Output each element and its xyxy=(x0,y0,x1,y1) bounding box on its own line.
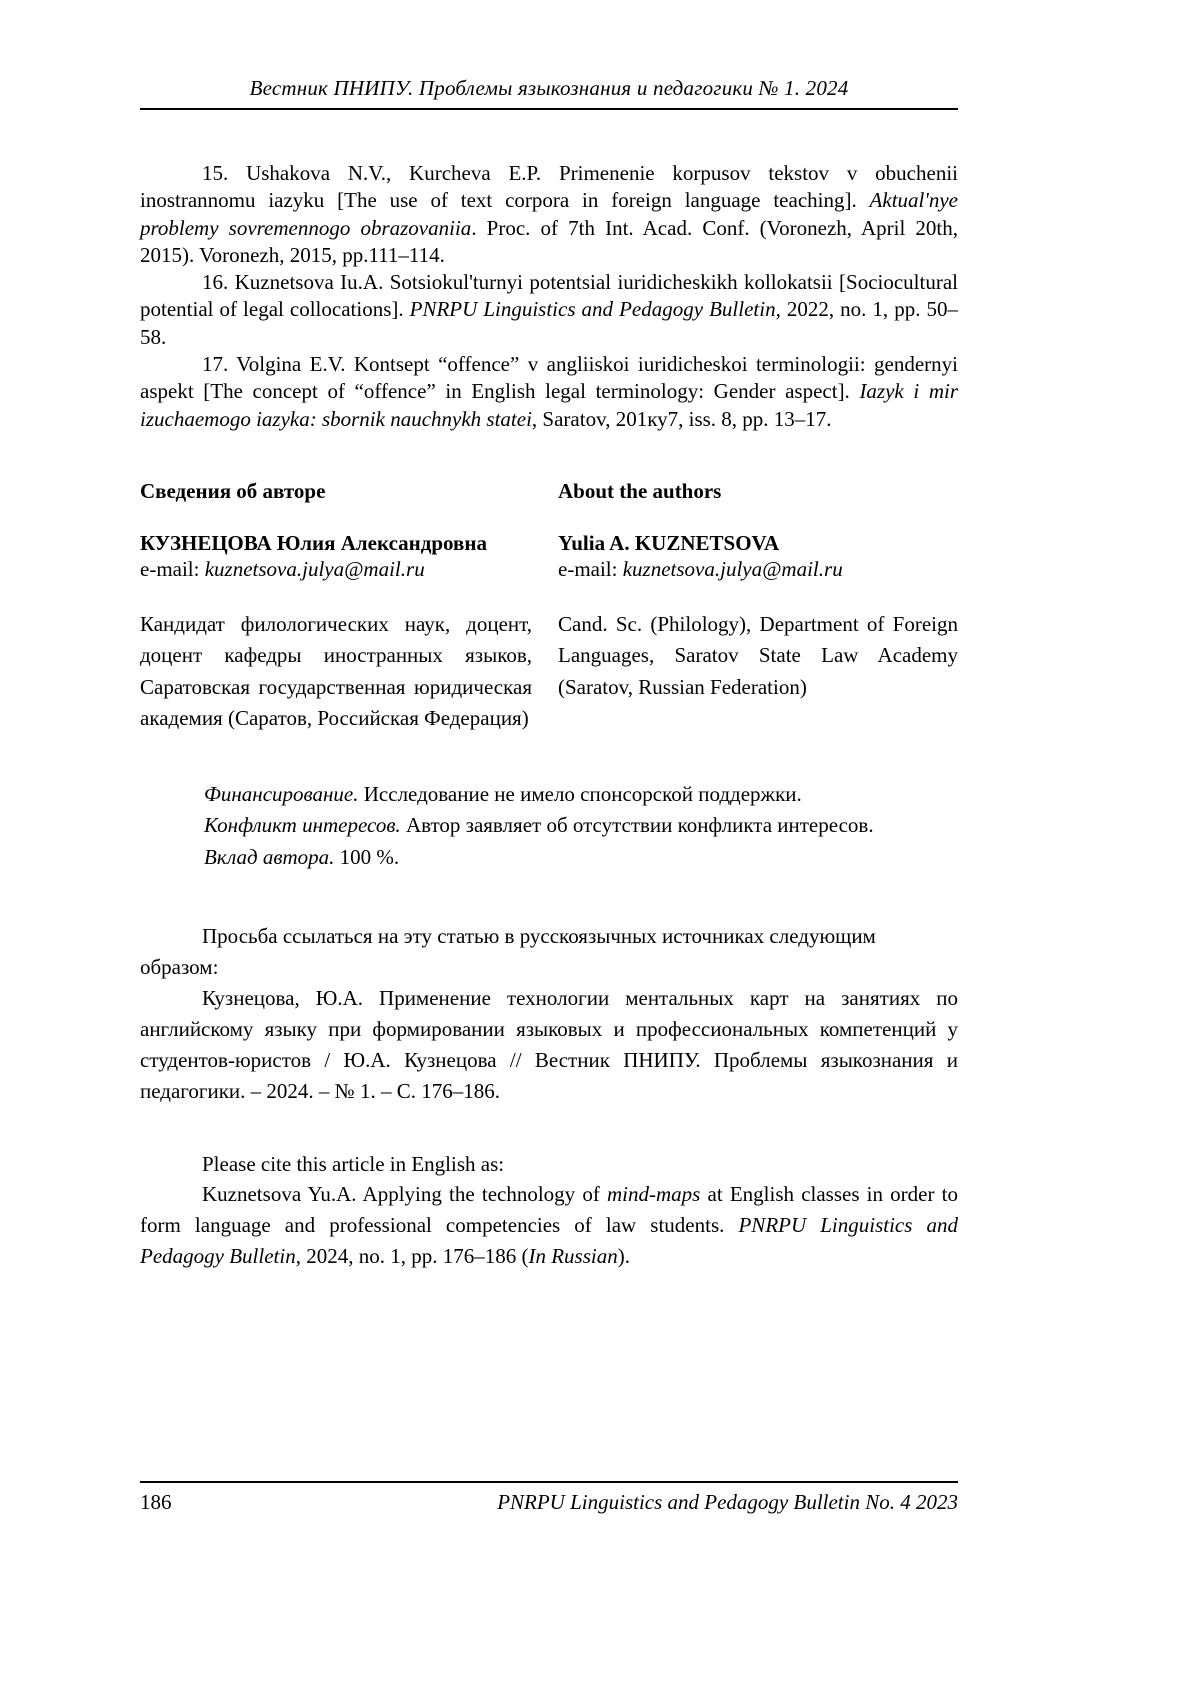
authors-section xyxy=(140,479,958,735)
reference-item-15: 15. Ushakova N.V., Kurcheva E.P. Primenenie korpusov tekstov v obuchenii inostrannomu iazyku [The use of text corpora in foreign language teaching]. Aktual'nye problemy sovremennogo obrazovaniia. Proc. of 7th Int. Acad. Conf. (Voronezh, April 20th, 2015). Voronezh, 2015, pp.111–114. xyxy=(140,161,959,267)
author-email-ru xyxy=(140,557,532,582)
reference-item-17: 17. Volgina E.V. Kontsept “offence” v angliiskoi iuridicheskoi terminologii: gendernyi aspekt [The concept of “offence” in English legal terminology: Gender aspect]. Iazyk i mir izuchaemogo iazyka: sbornik nauchnykh statei, Saratov, 201ку7, iss. 8, pp. 13–17. xyxy=(140,352,958,431)
page-footer xyxy=(140,1481,958,1515)
author-name-en: Yulia A. KUZNETSOVA xyxy=(558,530,780,555)
reference-item-16: 16. Kuznetsova Iu.A. Sotsiokul'turnyi potentsial iuridicheskikh kollokatsii [Sociocultural potential of legal collocations]. PNRPU Linguistics and Pedagogy Bulletin, 2022, no. 1, pp. 50–58. xyxy=(140,270,959,349)
citation-en-section xyxy=(140,1149,958,1272)
citation-ru-text: Кузнецова, Ю.А. Применение технологии ментальных карт на занятиях по английскому языку при формировании языковых и профессиональных компетенций у студентов-юристов / Ю.А. Кузнецова // Вестник ПНИПУ. Проблемы языкознания и педагогики. – 2024. – № 1. – С. 176–186. xyxy=(140,986,958,1103)
footer-row xyxy=(140,1483,958,1515)
conflict-note: Конфликт интересов. Автор заявляет об отсутствии конфликта интересов. xyxy=(204,813,874,838)
author-bio-ru: Кандидат филологических наук, доцент, доцент кафедры иностранных языков, Саратовская государственная юридическая академия (Саратов, Российская Федерация) xyxy=(140,611,532,731)
header-rule xyxy=(140,108,958,110)
running-head: Вестник ПНИПУ. Проблемы языкознания и педагогики № 1. 2024 xyxy=(249,76,849,100)
authors-column-en xyxy=(558,479,958,735)
authors-heading-en: About the authors xyxy=(558,478,722,503)
citation-en-text: Kuznetsova Yu.A. Applying the technology of mind-maps at English classes in order to form language and professional competencies of law students. PNRPU Linguistics and Pedagogy Bulletin, 2024, no. 1, pp. 176–186 (In Russian). xyxy=(140,1182,959,1269)
citation-en-intro: Please cite this article in English as: xyxy=(202,1151,505,1176)
author-email-en xyxy=(558,557,958,582)
citation-ru-section xyxy=(140,921,958,1106)
citation-ru-intro: Просьба ссылаться на эту статью в русскоязычных источниках следующим образом: xyxy=(140,924,876,980)
notes-section xyxy=(204,779,958,874)
email-address: kuznetsova.julya@mail.ru xyxy=(622,556,843,581)
email-label: e-mail: xyxy=(558,556,623,581)
page-number: 186 xyxy=(140,1490,172,1514)
footer-journal-line: PNRPU Linguistics and Pedagogy Bulletin No. 4 2023 xyxy=(497,1490,958,1514)
authors-heading-ru: Сведения об авторе xyxy=(140,478,326,503)
contribution-note: Вклад автора. 100 %. xyxy=(204,844,400,869)
references-section xyxy=(140,160,958,433)
email-label: e-mail: xyxy=(140,556,205,581)
page-content xyxy=(140,0,958,1272)
email-address: kuznetsova.julya@mail.ru xyxy=(204,556,425,581)
funding-note: Финансирование. Исследование не имело спонсорской поддержки. xyxy=(204,781,802,806)
author-name-ru: КУЗНЕЦОВА Юлия Александровна xyxy=(140,530,487,555)
authors-column-ru xyxy=(140,479,532,735)
author-bio-en: Cand. Sc. (Philology), Department of Foreign Languages, Saratov State Law Academy (Saratov, Russian Federation) xyxy=(558,611,958,699)
